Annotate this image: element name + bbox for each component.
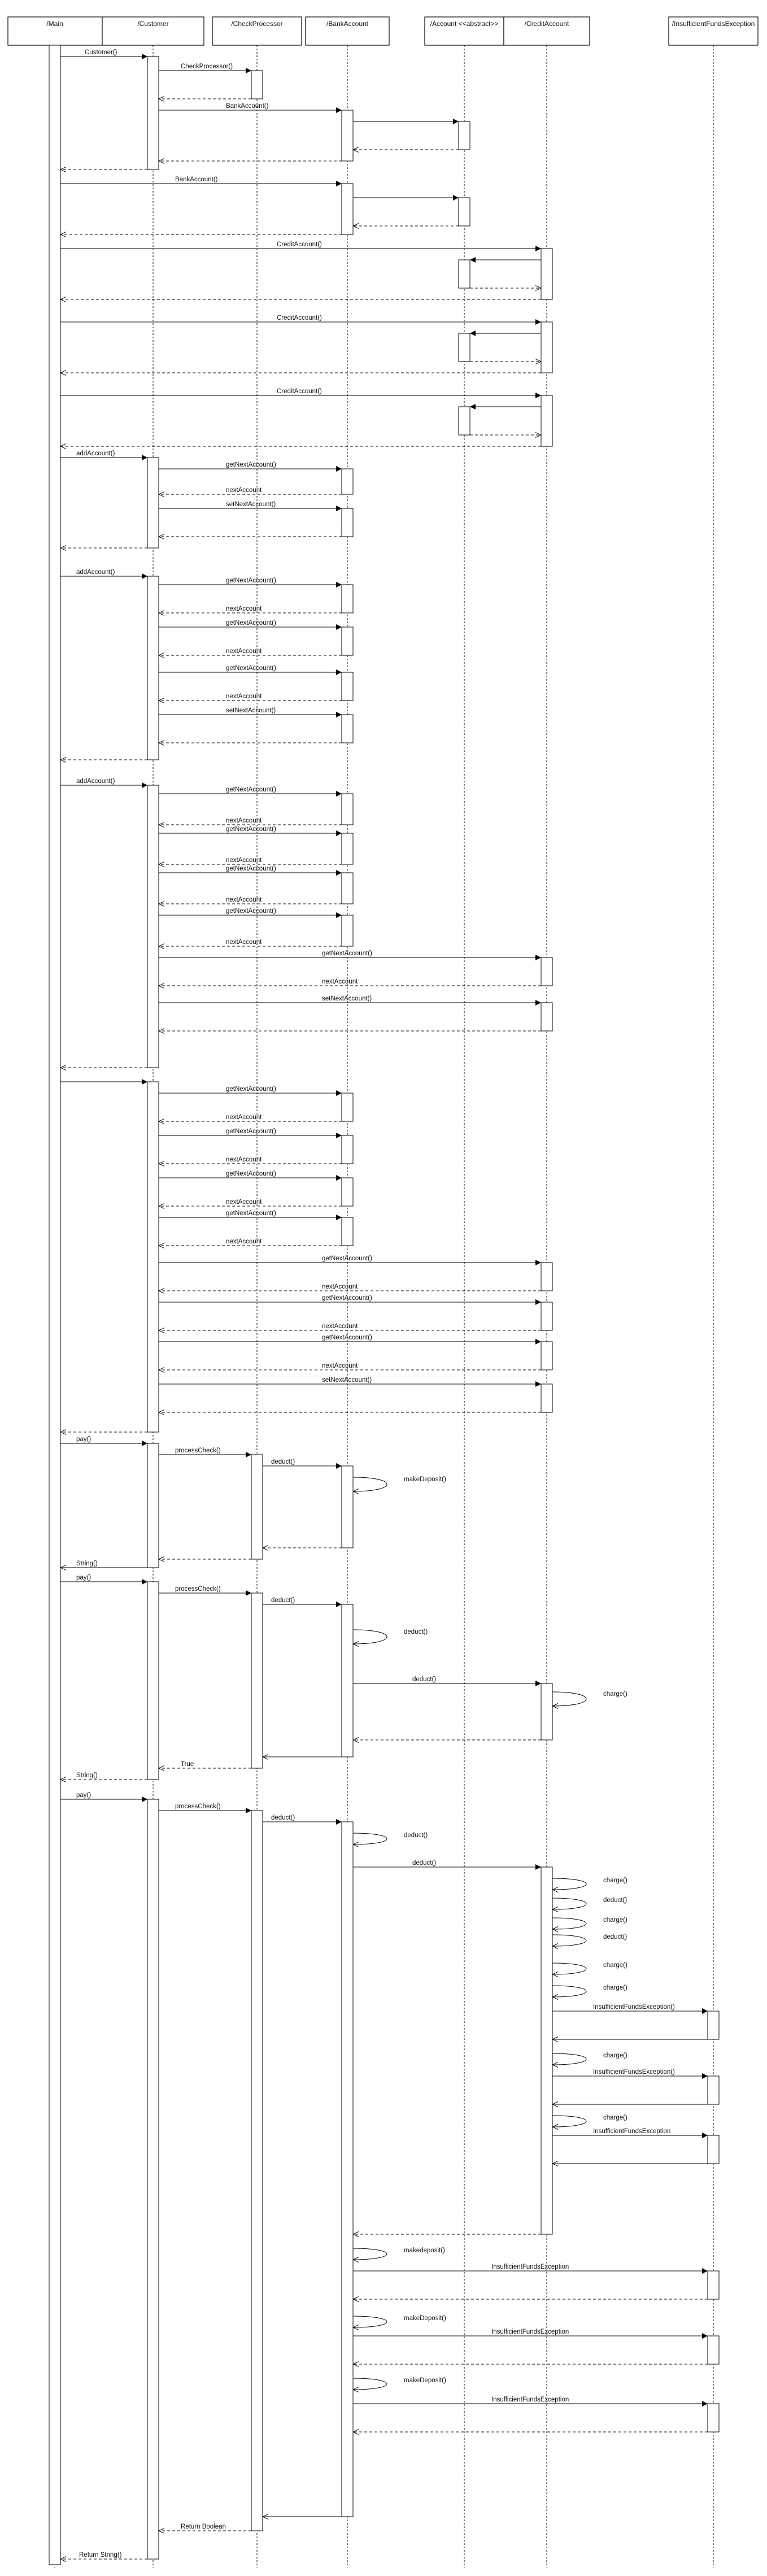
activation-bankaccount [342,833,353,864]
message-label: True [181,1761,194,1768]
activation-bankaccount [342,627,353,655]
activation-creditaccount [541,1302,552,1330]
message-label: getNextAccount() [226,826,276,833]
activation-creditaccount [541,249,552,299]
message-label: CheckProcessor() [181,63,233,70]
message-label: nextAccount [226,939,262,946]
message-label: nextAccount [226,857,262,864]
activation-bankaccount [342,1466,353,1548]
message-label: deduct() [603,1934,627,1940]
activation-customer [147,1799,159,2559]
activation-account [459,121,470,150]
activation-bankaccount [342,915,353,946]
activation-bankaccount [342,715,353,743]
activation-creditaccount [541,1683,552,1740]
activation-bankaccount [342,873,353,904]
message-label: getNextAccount() [226,577,276,584]
message-arrow [552,1918,586,1929]
activation-bankaccount [342,1217,353,1246]
message-label: getNextAccount() [226,1128,276,1135]
message-label: InsufficientFundsException [491,2396,569,2403]
activation-customer [147,1443,159,1568]
message-label: makeDeposit() [404,2377,446,2384]
message-label: getNextAccount() [322,1334,372,1341]
activation-customer [147,56,159,169]
message-label: makeDeposit() [404,1476,446,1483]
activation-bankaccount [342,672,353,700]
message-arrow [552,2116,586,2127]
message-label: CreditAccount() [277,388,322,395]
message-label: getNextAccount() [322,1255,372,1262]
message-arrow [552,1878,586,1890]
message-label: charge() [603,2052,627,2059]
activation-creditaccount [541,322,552,373]
message-label: nextAccount [226,897,262,903]
activation-checkprocessor [251,1811,263,2531]
message-label: charge() [603,2114,627,2121]
activation-bankaccount [342,585,353,613]
activation-insufficientfundsexception [708,2076,719,2104]
message-label: Customer() [85,49,117,56]
message-arrow [353,1477,387,1491]
participant-label-creditaccount: /CreditAccount [524,20,569,28]
message-label: nextAccount [226,1199,262,1206]
message-label: setNextAccount() [226,707,276,714]
message-label: String() [76,1772,98,1779]
activation-checkprocessor [251,1455,263,1559]
message-label: nextAccount [226,693,262,700]
message-label: String() [76,1560,98,1567]
message-label: getNextAccount() [226,908,276,915]
message-label: CreditAccount() [277,315,322,321]
activation-insufficientfundsexception [708,2336,719,2364]
activation-bankaccount [342,1822,353,2517]
message-label: processCheck() [175,1447,221,1454]
activation-creditaccount [541,1003,552,1031]
message-label: Return String() [79,2552,122,2558]
message-arrow [353,1630,387,1644]
message-label: nextAccount [226,487,262,494]
message-arrow [552,1963,586,1974]
activation-account [459,333,470,362]
message-label: nextAccount [226,1156,262,1163]
activation-account [459,407,470,435]
message-arrow [552,1935,586,1946]
message-arrow [353,1833,387,1844]
activation-insufficientfundsexception [708,2011,719,2039]
message-label: addAccount() [76,450,115,457]
message-label: getNextAccount() [322,1295,372,1302]
activation-creditaccount [541,1263,552,1291]
message-label: pay() [76,1574,91,1581]
activation-bankaccount [342,469,353,494]
message-label: nextAccount [226,1114,262,1121]
message-label: getNextAccount() [226,665,276,672]
message-label: nextAccount [226,648,262,655]
participant-label-main: /Main [46,20,63,28]
message-label: getNextAccount() [226,462,276,468]
message-arrow [552,2053,586,2065]
message-label: getNextAccount() [226,786,276,793]
activation-customer [147,1082,159,1432]
activation-bankaccount [342,794,353,825]
participant-label-insufficientfundsexception: /InsufficientFundsException [672,20,755,28]
message-label: nextAccount [226,606,262,612]
participant-label-customer: /Customer [137,20,169,28]
message-label: Return Boolean [181,2523,226,2530]
activation-account [459,198,470,226]
message-arrow [552,1986,586,1997]
message-label: nextAccount [322,1283,358,1290]
message-label: deduct() [603,1897,627,1904]
message-label: nextAccount [226,817,262,824]
activation-creditaccount [541,958,552,986]
message-label: CreditAccount() [277,241,322,248]
message-label: charge() [603,1917,627,1924]
activation-bankaccount [342,1093,353,1121]
activation-bankaccount [342,110,353,161]
activation-bankaccount [342,1178,353,1206]
message-label: charge() [603,1877,627,1884]
message-label: setNextAccount() [322,1377,372,1383]
message-label: deduct() [271,1459,295,1465]
message-label: getNextAccount() [322,950,372,957]
activation-insufficientfundsexception [708,2271,719,2299]
activation-checkprocessor [251,71,263,99]
message-label: BankAccount() [175,176,218,183]
message-label: deduct() [412,1676,437,1683]
activation-customer [147,785,159,1068]
activation-bankaccount [342,508,353,537]
message-label: getNextAccount() [226,1210,276,1217]
participant-label-bankaccount: /BankAccount [326,20,369,28]
message-label: getNextAccount() [226,1086,276,1093]
message-label: setNextAccount() [226,501,276,508]
message-arrow [552,1898,586,1909]
message-label: charge() [603,1691,627,1698]
activation-checkprocessor [251,1593,263,1768]
message-label: pay() [76,1436,91,1443]
message-label: nextAccount [322,1323,358,1330]
message-label: processCheck() [175,1586,221,1592]
message-label: InsufficientFundsException [491,2329,569,2335]
message-label: makedeposit() [404,2247,445,2254]
message-label: InsufficientFundsException() [593,2069,675,2075]
message-label: deduct() [404,1629,428,1635]
participant-label-account: /Account <<abstract>> [430,20,499,28]
activation-customer [147,458,159,548]
message-label: getNextAccount() [226,865,276,872]
activation-creditaccount [541,1867,552,2234]
message-label: pay() [76,1792,91,1799]
message-label: charge() [603,1985,627,1991]
message-arrow [353,2316,387,2327]
message-label: deduct() [271,1814,295,1821]
message-label: charge() [603,1962,627,1969]
message-arrow [552,1692,586,1706]
activation-bankaccount [342,184,353,234]
activation-main [49,45,60,2565]
activation-creditaccount [541,1342,552,1370]
message-label: getNextAccount() [226,620,276,626]
message-label: makeDeposit() [404,2315,446,2322]
message-label: InsufficientFundsException() [593,2004,675,2011]
activation-insufficientfundsexception [708,2135,719,2164]
message-label: InsufficientFundsException [593,2128,671,2135]
message-label: InsufficientFundsException [491,2264,569,2270]
message-label: nextAccount [322,1363,358,1369]
message-label: getNextAccount() [226,1170,276,1177]
message-label: addAccount() [76,569,115,576]
message-label: BankAccount() [226,103,269,110]
activation-bankaccount [342,1135,353,1164]
message-label: addAccount() [76,778,115,785]
participant-label-checkprocessor: /CheckProcessor [231,20,283,28]
message-label: deduct() [412,1860,437,1866]
activation-bankaccount [342,1604,353,1757]
activation-customer [147,576,159,760]
message-label: processCheck() [175,1803,221,1810]
activation-insufficientfundsexception [708,2404,719,2432]
message-label: deduct() [404,1832,428,1839]
message-label: nextAccount [322,978,358,985]
activation-creditaccount [541,395,552,446]
activation-account [459,260,470,288]
message-arrow [353,2378,387,2390]
message-label: deduct() [271,1597,295,1604]
activation-customer [147,1582,159,1779]
message-arrow [353,2248,387,2260]
message-label: setNextAccount() [322,995,372,1002]
activation-creditaccount [541,1384,552,1412]
message-label: nextAccount [226,1238,262,1245]
